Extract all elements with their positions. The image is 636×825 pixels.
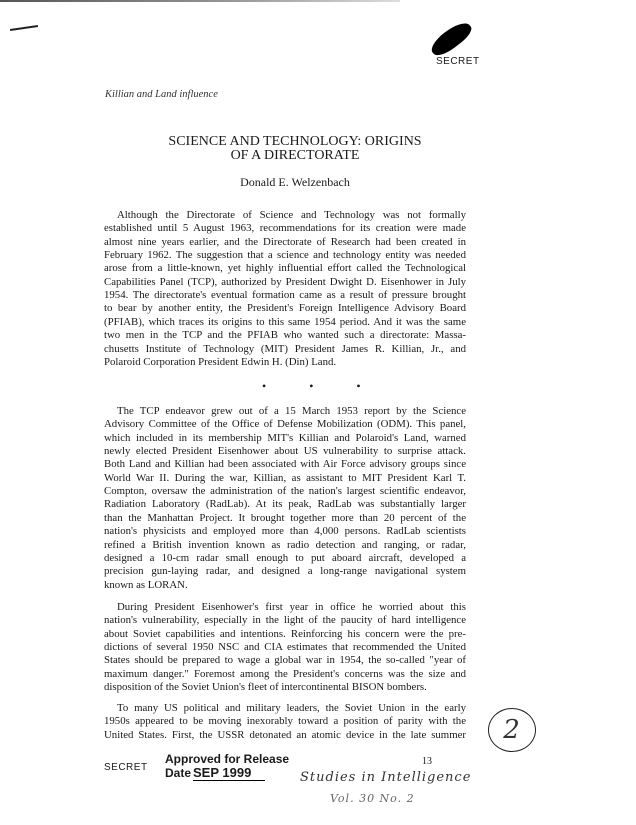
page-number: 13 [422, 756, 432, 767]
text-line: World War II. During the war, Killian, as assistant to MIT President Karl T. [104, 471, 466, 484]
text-line: Compton, oversaw the administration of the nation's largest scientific endeavor, [104, 485, 466, 498]
text-line: precision gun-laying radar, and designed a long-range navigational system [104, 565, 466, 578]
text-line: Advisory Committee of the Office of Defense Mobilization (ODM). This panel, [104, 418, 466, 431]
text-line: The TCP endeavor grew out of a 15 March 1953 report by the Science [117, 405, 466, 417]
handwritten-note-line2: Vol. 30 No. 2 [330, 792, 415, 805]
scan-edge [0, 0, 400, 2]
approved-label: Approved for Release [165, 752, 290, 766]
title-line-2: OF A DIRECTORATE [230, 148, 360, 163]
text-line: Polaroid Corporation President Edwin H. (Din) Land. [104, 355, 337, 368]
text-line: Both Land and Killian had been associated with Air Force advisory groups since [104, 458, 466, 471]
text-line: dictions of several 1950 NSC and CIA estimates that recommended the United [104, 641, 466, 653]
text-line: almost nine years earlier, and the Directorate of Research had been created in [104, 235, 466, 248]
text-line: Capabilities Panel (TCP), authorized by President Dwight D. Eisenhower in July [104, 275, 466, 288]
text-line: To many US political and military leaders, the Soviet Union in the early [117, 702, 466, 714]
text-line: refined a British invention known as radio detection and ranging, or radar, [104, 538, 466, 551]
handwritten-note-line1: Studies in Intelligence [300, 770, 472, 785]
text-line: nation's physicists and employed more than 4,000 persons. RadLab scientists [104, 525, 466, 538]
text-line: Radiation Laboratory (RadLab). At its peak, RadLab was substantially larger [104, 498, 466, 511]
author: Donald E. Welzenbach [240, 175, 350, 189]
classification-top: SECRET [436, 56, 480, 67]
scan-mark [10, 25, 38, 31]
date-label: Date [165, 766, 192, 780]
text-line: Although the Directorate of Science and Technology was not formally [117, 209, 466, 221]
text-line: States should be prepared to wage a global war in 1954, the so-called "year of [104, 654, 466, 667]
text-line: known as LORAN. [104, 578, 188, 591]
text-line: United States. First, the USSR detonated an atomic device in the late summer [104, 728, 466, 741]
text-line: newly elected President Eisenhower about US vulnerability to surprise attack. [104, 445, 466, 458]
text-line: 1954. The directorate's eventual formation came as a result of pressure brought [104, 289, 466, 302]
text-line: than the Manhattan Project. It brought together more than 20 percent of the [104, 511, 466, 524]
circled-number: 2 [488, 708, 536, 752]
running-head: Killian and Land influence [105, 89, 218, 100]
text-line: (PFIAB), which traces its origins to this same 1954 period. And it was the same [104, 315, 466, 328]
section-break: • • • [262, 379, 381, 393]
text-line: maximum danger." Foremost among the President's concerns was the size and [104, 667, 466, 680]
text-line: to bear by another entity, the President's Foreign Intelligence Advisory Board [104, 302, 466, 315]
text-line: February 1962. The suggestion that a science and technology entity was needed [104, 249, 466, 262]
text-line: During President Eisenhower's first year in office he worried about this [117, 601, 466, 613]
text-line: arose from a little-known, yet highly influential effort called the Technological [104, 262, 466, 275]
text-line: disposition of the Soviet Union's fleet of intercontinental BISON bombers. [104, 681, 427, 694]
text-line: two men in the TCP and the PFIAB who wanted such a directorate: Massa- [104, 329, 466, 342]
text-line: chusetts Institute of Technology (MIT) President James R. Killian, Jr., and [104, 342, 466, 355]
text-line: about Soviet capabilities and intentions. Reinforcing his concern were the pre- [104, 627, 466, 640]
redaction-mark [427, 18, 474, 61]
title-line-1: SCIENCE AND TECHNOLOGY: ORIGINS [168, 134, 422, 149]
text-line: designed a 10-cm radar small enough to put aboard aircraft, developed a [104, 551, 466, 564]
text-line: established until 5 August 1963, recommendations for its creation were made [104, 222, 466, 235]
release-stamp [165, 752, 289, 781]
classification-bottom: SECRET [104, 762, 148, 773]
text-line: nation's vulnerability, especially in the light of the paucity of hard intelligence [104, 614, 466, 627]
date-value: SEP 1999 [193, 766, 265, 781]
text-line: 1950s appeared to be moving inexorably toward a position of parity with the [104, 715, 466, 728]
text-line: which included in its membership MIT's Killian and Polaroid's Land, warned [104, 431, 466, 444]
